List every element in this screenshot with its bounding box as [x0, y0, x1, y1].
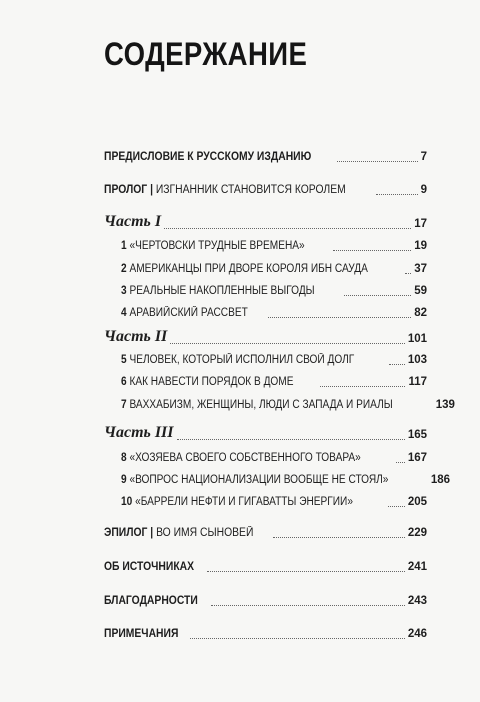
page-number: 82	[414, 307, 427, 319]
page-number: 103	[407, 354, 427, 366]
dot-leader	[396, 461, 404, 463]
entry-title: ПРИМЕЧАНИЯ	[104, 628, 179, 640]
chapter-title: АРАВИЙСКИЙ РАССВЕТ	[129, 307, 248, 319]
chapter-number: 8	[121, 452, 127, 464]
toc-entry-prologue	[104, 183, 427, 197]
toc-chapter-6	[121, 375, 427, 389]
dot-leader	[211, 604, 405, 606]
page-number: 117	[408, 376, 427, 388]
chapter-number: 9	[121, 474, 127, 486]
separator: |	[150, 184, 153, 196]
chapter-number: 5	[121, 354, 127, 366]
dot-leader	[207, 570, 405, 572]
page-number: 241	[407, 561, 427, 573]
toc-chapter-7	[121, 398, 455, 412]
chapter-number: 3	[121, 285, 127, 297]
toc-chapter-2	[121, 262, 427, 276]
page-number: 7	[420, 151, 427, 163]
toc-part-1	[104, 213, 427, 231]
chapter-number: 4	[121, 307, 127, 319]
chapter-title: «БАРРЕЛИ НЕФТИ И ГИГАВАТТЫ ЭНЕРГИИ»	[135, 496, 353, 508]
toc-chapter-8	[121, 451, 427, 465]
page-number: 246	[407, 628, 427, 640]
page-number: 17	[414, 218, 427, 230]
toc-chapter-4	[121, 306, 427, 320]
page-number: 165	[407, 429, 427, 441]
toc-chapter-9	[121, 473, 451, 487]
chapter-number: 2	[121, 263, 127, 275]
entry-title: ПРОЛОГ	[104, 184, 148, 196]
dot-leader	[376, 193, 418, 195]
toc-chapter-3	[121, 284, 427, 298]
page-number: 139	[435, 399, 455, 411]
entry-title: ЭПИЛОГ	[104, 527, 148, 539]
dot-leader	[177, 438, 405, 440]
dot-leader	[190, 637, 405, 639]
dot-leader	[268, 316, 411, 318]
dot-leader	[164, 227, 411, 229]
entry-title: ПРЕДИСЛОВИЕ К РУССКОМУ ИЗДАНИЮ	[104, 151, 312, 163]
dot-leader	[320, 385, 405, 387]
page-number: 205	[407, 496, 427, 508]
chapter-title: «ЧЕРТОВСКИ ТРУДНЫЕ ВРЕМЕНА»	[129, 240, 305, 252]
toc-entry-acknowledgements	[104, 594, 427, 608]
page-number: 243	[407, 595, 427, 607]
toc-chapter-10	[121, 495, 427, 509]
chapter-title: ВАХХАБИЗМ, ЖЕНЩИНЫ, ЛЮДИ С ЗАПАДА И РИАЛЫ	[129, 399, 393, 411]
chapter-number: 7	[121, 399, 127, 411]
entry-title: ОБ ИСТОЧНИКАХ	[104, 561, 195, 573]
chapter-number: 6	[121, 376, 127, 388]
toc-entry-preface	[104, 150, 427, 164]
page-number: 19	[414, 240, 427, 252]
dot-leader	[273, 536, 405, 538]
dot-leader	[344, 294, 411, 296]
page-number: 37	[414, 263, 427, 275]
chapter-title: РЕАЛЬНЫЕ НАКОПЛЕННЫЕ ВЫГОДЫ	[129, 285, 315, 297]
toc-part-3	[104, 424, 427, 442]
part-title: Часть I	[104, 213, 162, 230]
dot-leader	[337, 160, 417, 162]
part-title: Часть II	[104, 328, 168, 345]
page-number: 167	[407, 452, 427, 464]
dot-leader	[405, 272, 412, 274]
toc-entry-notes	[104, 627, 427, 641]
chapter-title: «ВОПРОС НАЦИОНАЛИЗАЦИИ ВООБЩЕ НЕ СТОЯЛ»	[129, 474, 389, 486]
toc-entry-epilogue	[104, 526, 427, 540]
dot-leader	[388, 505, 405, 507]
dot-leader	[389, 363, 405, 365]
chapter-title: АМЕРИКАНЦЫ ПРИ ДВОРЕ КОРОЛЯ ИБН САУДА	[129, 263, 368, 275]
page-number: 101	[407, 333, 427, 345]
dot-leader	[333, 249, 412, 251]
part-title: Часть III	[104, 424, 174, 441]
toc-chapter-5	[121, 353, 427, 367]
toc-entry-sources	[104, 560, 427, 574]
separator: |	[150, 527, 154, 539]
entry-title: БЛАГОДАРНОСТИ	[104, 595, 198, 607]
chapter-title: ЧЕЛОВЕК, КОТОРЫЙ ИСПОЛНИЛ СВОЙ ДОЛГ	[129, 354, 355, 366]
entry-subtitle: ИЗГНАННИК СТАНОВИТСЯ КОРОЛЕМ	[155, 184, 346, 196]
toc-part-2	[104, 328, 427, 346]
page-number: 59	[414, 285, 427, 297]
page-number: 186	[430, 474, 451, 486]
page-number: 9	[420, 184, 427, 196]
chapter-number: 1	[121, 240, 127, 252]
dot-leader	[170, 342, 405, 344]
entry-subtitle: ВО ИМЯ СЫНОВЕЙ	[156, 527, 254, 539]
chapter-number: 10	[121, 496, 133, 508]
toc-chapter-1	[121, 239, 427, 253]
chapter-title: КАК НАВЕСТИ ПОРЯДОК В ДОМЕ	[129, 376, 294, 388]
page-number: 229	[407, 527, 427, 539]
page-title: СОДЕРЖАНИЕ	[104, 36, 308, 72]
chapter-title: «ХОЗЯЕВА СВОЕГО СОБСТВЕННОГО ТОВАРА»	[129, 452, 361, 464]
